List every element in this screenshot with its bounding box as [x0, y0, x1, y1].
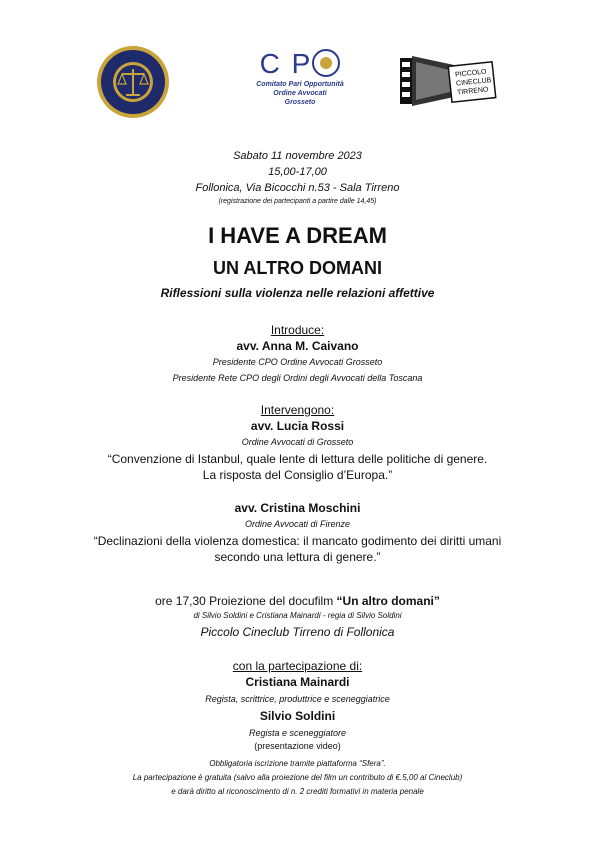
- speaker-talk-line: “Convenzione di Istanbul, quale lente di lettura delle politiche di genere.: [107, 452, 488, 466]
- introduce-heading: Introduce:: [270, 323, 325, 337]
- event-time: 15,00-17,00: [268, 166, 327, 178]
- guest-name: Silvio Soldini: [259, 709, 336, 723]
- guest-role: Regista e sceneggiatore: [248, 728, 347, 738]
- film-intro: ore 17,30 Proiezione del docufilm: [155, 594, 337, 608]
- logo-bar: [0, 44, 595, 124]
- svg-text:CINECLUB: CINECLUB: [455, 76, 492, 88]
- subtitle: UN ALTRO DOMANI: [213, 258, 382, 278]
- cpo-line: Ordine Avvocati: [273, 90, 327, 97]
- cpo-letters: C P: [252, 48, 348, 80]
- introduce-role: Presidente Rete CPO degli Ordini degli Avvocati della Toscana: [172, 373, 423, 383]
- intervengono-heading: Intervengono:: [260, 403, 335, 417]
- guest-name: Cristiana Mainardi: [245, 675, 350, 689]
- speaker-talk-line: “Declinazioni della violenza domestica: il mancato godimento dei diritti umani: [93, 534, 502, 548]
- guest-note: (presentazione video): [254, 741, 341, 751]
- footer-line: e darà diritto al riconoscimento di n. 2 crediti formativi in materia penale: [171, 787, 424, 796]
- guest-role: Regista, scrittrice, produttrice e sceneggiatrice: [205, 694, 390, 704]
- speaker-org: Ordine Avvocati di Firenze: [244, 519, 351, 529]
- tagline: Riflessioni sulla violenza nelle relazioni affettive: [160, 286, 435, 300]
- participation-heading: con la partecipazione di:: [232, 659, 363, 673]
- introduce-role: Presidente CPO Ordine Avvocati Grosseto: [212, 357, 383, 367]
- film-credits: di Silvio Soldini e Cristiana Mainardi - regia di Silvio Soldini: [193, 611, 402, 620]
- introduce-speaker-name: avv. Anna M. Caivano: [236, 339, 359, 353]
- cpo-line: Grosseto: [284, 99, 316, 106]
- speaker-talk-line: secondo una lettura di genere.”: [214, 550, 381, 564]
- footer-line: Obbligatoria iscrizione tramite piattaforma “Sfera”.: [209, 759, 386, 768]
- cpo-line: Comitato Pari Opportunità: [256, 81, 344, 88]
- speaker-org: Ordine Avvocati di Grosseto: [241, 437, 354, 447]
- speaker-name: avv. Cristina Moschini: [234, 501, 361, 515]
- cpo-logo: [252, 48, 348, 128]
- registration-note: (registrazione dei partecipanti a partire dalle 14,45): [218, 198, 377, 205]
- event-date: Sabato 11 novembre 2023: [233, 150, 362, 162]
- event-place: Follonica, Via Bicocchi n.53 - Sala Tirreno: [195, 182, 400, 194]
- film-screening: [0, 593, 595, 609]
- footer-line: La partecipazione è gratuita (salvo alla proiezione del film un contributo di €.5,00 al Cineclub): [132, 773, 463, 782]
- film-title: “Un altro domani”: [336, 594, 440, 608]
- speaker-talk-line: La risposta del Consiglio d’Europa.”: [202, 468, 393, 482]
- svg-text:PICCOLO: PICCOLO: [454, 68, 487, 79]
- svg-text:TIRRENO: TIRRENO: [456, 86, 489, 97]
- bar-association-seal-logo: [95, 44, 171, 120]
- main-title: I HAVE A DREAM: [208, 223, 387, 248]
- speaker-name: avv. Lucia Rossi: [250, 419, 345, 433]
- film-venue: Piccolo Cineclub Tirreno di Follonica: [200, 625, 395, 639]
- cineclub-projector-logo: [398, 50, 498, 112]
